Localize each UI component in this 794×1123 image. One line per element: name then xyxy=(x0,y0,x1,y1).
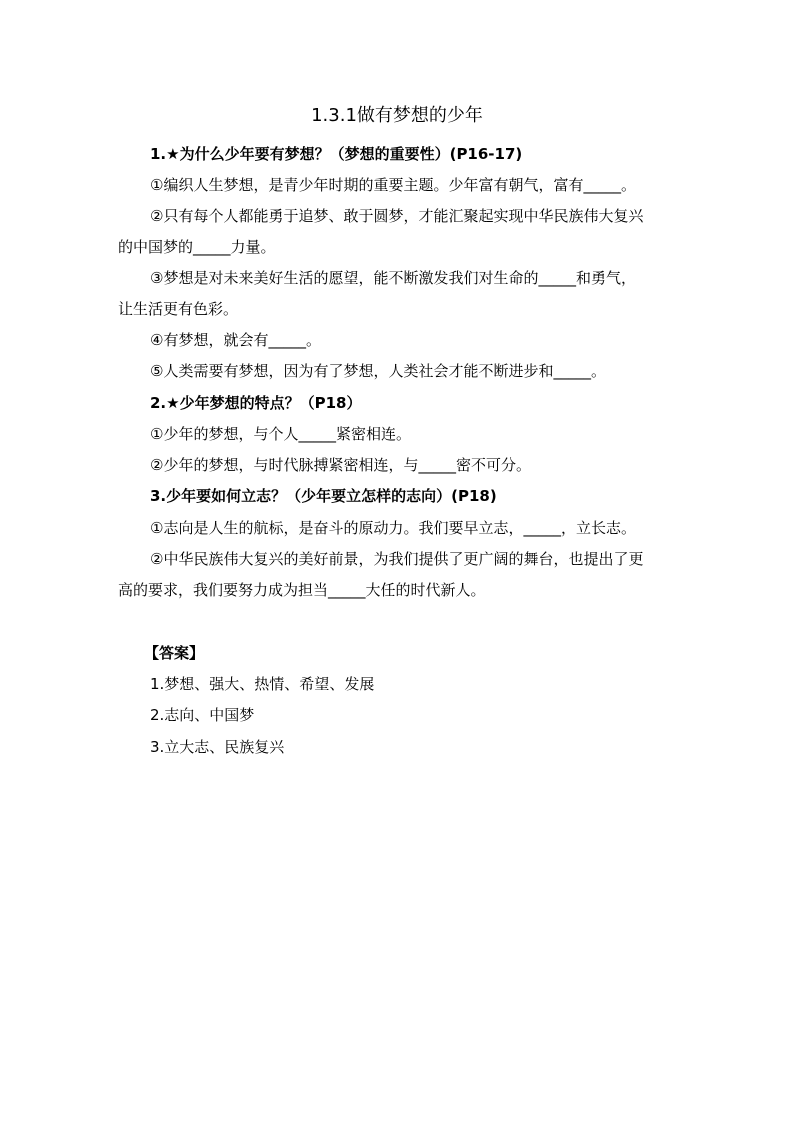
section-3-line-2: ②中华民族伟大复兴的美好前景，为我们提供了更广阔的舞台，也提出了更 xyxy=(150,550,644,568)
section-3-line-3: 高的要求，我们要努力成为担当_____大任的时代新人。 xyxy=(118,581,486,599)
answers-label: 【答案】 xyxy=(144,644,205,662)
section-1-line-1: ①编织人生梦想，是青少年时期的重要主题。少年富有朝气，富有_____。 xyxy=(150,176,636,194)
section-1-line-6: ④有梦想，就会有_____。 xyxy=(150,331,321,349)
section-2-line-2: ②少年的梦想，与时代脉搏紧密相连，与_____密不可分。 xyxy=(150,456,531,474)
section-1-line-3: 的中国梦的_____力量。 xyxy=(118,238,276,256)
answer-item-1: 1.梦想、强大、热情、希望、发展 xyxy=(150,675,375,693)
section-2-heading: 2.★少年梦想的特点？（P18） xyxy=(150,394,362,412)
section-1-line-2: ②只有每个人都能勇于追梦、敢于圆梦，才能汇聚起实现中华民族伟大复兴 xyxy=(150,207,644,225)
section-3-heading: 3.少年要如何立志？（少年要立怎样的志向）(P18) xyxy=(150,487,497,505)
section-1-heading: 1.★为什么少年要有梦想？（梦想的重要性）(P16-17) xyxy=(150,145,523,163)
answer-item-2: 2.志向、中国梦 xyxy=(150,706,255,724)
section-3-line-1: ①志向是人生的航标，是奋斗的原动力。我们要早立志，_____，立长志。 xyxy=(150,519,636,537)
section-1-line-5: 让生活更有色彩。 xyxy=(118,300,239,318)
section-2-line-1: ①少年的梦想，与个人_____紧密相连。 xyxy=(150,425,411,443)
section-1-line-7: ⑤人类需要有梦想，因为有了梦想，人类社会才能不断进步和_____。 xyxy=(150,362,606,380)
document-title: 1.3.1做有梦想的少年 xyxy=(311,105,483,126)
section-1-line-4: ③梦想是对未来美好生活的愿望，能不断激发我们对生命的_____和勇气， xyxy=(150,269,636,287)
answer-item-3: 3.立大志、民族复兴 xyxy=(150,738,285,756)
